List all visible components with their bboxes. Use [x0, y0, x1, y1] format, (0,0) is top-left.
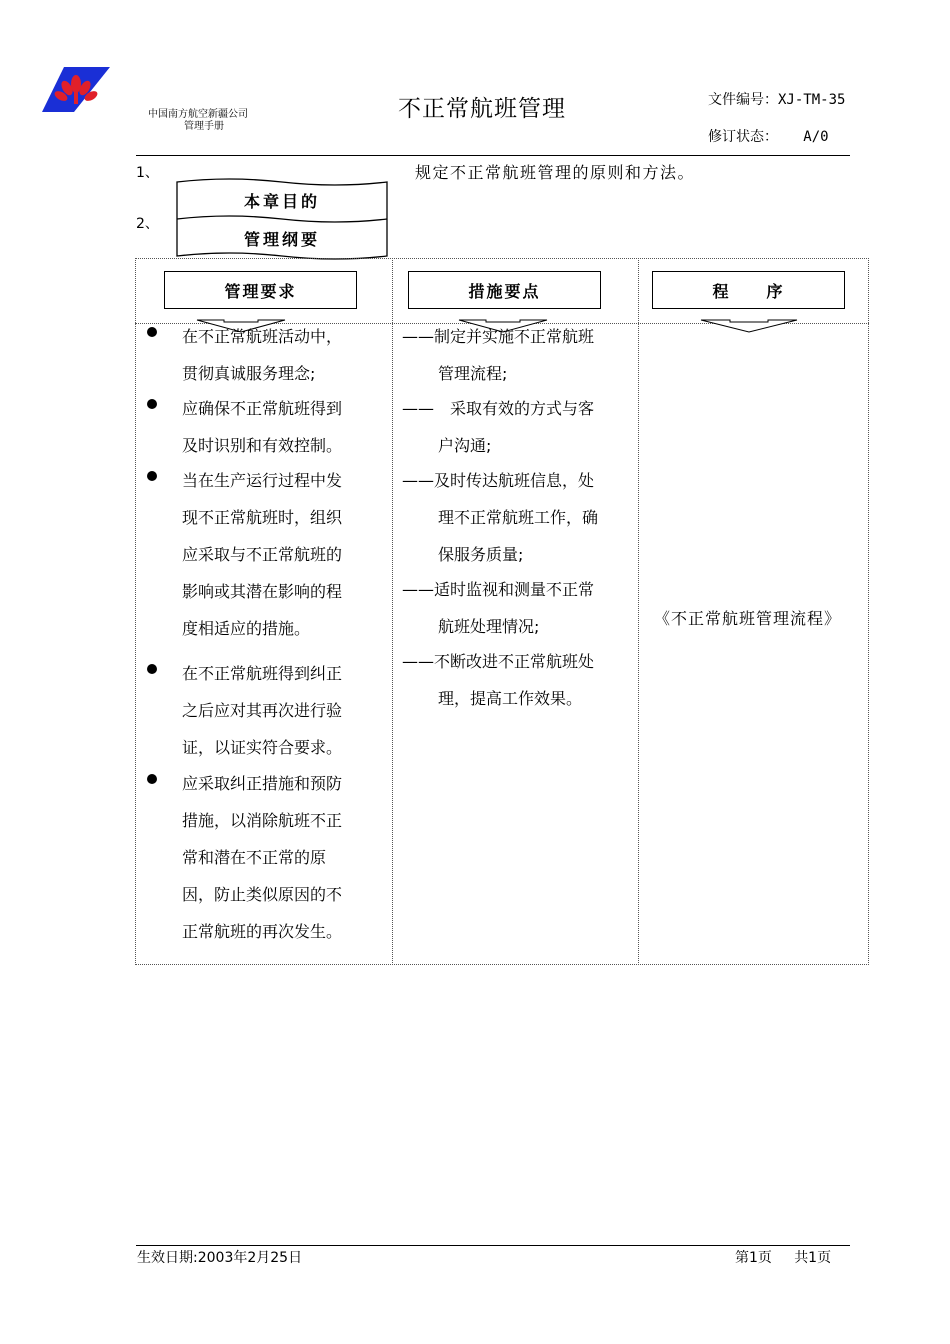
header-divider	[136, 155, 850, 156]
requirement-line: 现不正常航班时，组织	[182, 508, 343, 527]
measure-line: 户沟通;	[438, 436, 492, 455]
requirement-line: 因，防止类似原因的不	[182, 885, 343, 904]
page-number: 第1页	[735, 1250, 772, 1266]
doc-number-label: 文件编号：	[708, 92, 778, 108]
header-measures: 措施要点	[408, 271, 601, 309]
china-southern-logo	[42, 64, 110, 112]
doc-number	[708, 92, 868, 108]
requirement-line: 在不正常航班活动中，	[182, 327, 343, 346]
measure-line: ——适时监视和测量不正常	[402, 580, 595, 599]
requirement-line: 在不正常航班得到纠正	[182, 664, 343, 683]
page-total: 共1页	[794, 1250, 832, 1266]
company-line2: 管理手册	[184, 121, 224, 132]
item2-title: 管理纲要	[243, 230, 320, 249]
requirement-line: 证，以证实符合要求。	[182, 738, 343, 757]
procedure-link: 《不正常航班管理流程》	[654, 609, 842, 628]
measure-line: 理不正常航班工作，确	[438, 508, 599, 527]
column-divider	[638, 258, 639, 965]
requirement-line: 贯彻真诚服务理念;	[182, 364, 316, 383]
item2-number: 2、	[136, 216, 159, 232]
requirement-line: 度相适应的措施。	[182, 619, 311, 638]
requirement-line: 之后应对其再次进行验	[182, 701, 343, 720]
item1-number: 1、	[136, 165, 159, 181]
header-procedure: 程 序	[652, 271, 845, 309]
revision-status	[708, 126, 829, 146]
doc-number-value: XJ-TM-35	[778, 92, 846, 108]
measure-line: ——制定并实施不正常航班	[402, 327, 595, 346]
bullet-icon	[147, 471, 157, 481]
requirement-line: 正常航班的再次发生。	[182, 922, 343, 941]
measure-line: 保服务质量;	[438, 545, 524, 564]
header-requirements: 管理要求	[164, 271, 357, 309]
measure-line: —— 采取有效的方式与客	[402, 399, 595, 418]
measure-line: 理，提高工作效果。	[438, 689, 583, 708]
down-arrow-icon	[700, 319, 798, 333]
requirement-line: 及时识别和有效控制。	[182, 436, 343, 455]
revision-label: 修订状态：	[708, 129, 778, 145]
measure-line: 管理流程;	[438, 364, 508, 383]
requirement-line: 常和潜在不正常的原	[182, 848, 327, 867]
bullet-icon	[147, 664, 157, 674]
measure-line: 航班处理情况;	[438, 617, 540, 636]
requirement-line: 影响或其潜在影响的程	[182, 582, 343, 601]
column-divider	[392, 258, 393, 965]
bullet-icon	[147, 399, 157, 409]
page-indicator	[735, 1247, 831, 1267]
purpose-text: 规定不正常航班管理的原则和方法。	[415, 163, 696, 182]
measure-line: ——不断改进不正常航班处	[402, 652, 595, 671]
measure-line: ——及时传达航班信息，处	[402, 471, 595, 490]
requirement-line: 应采取与不正常航班的	[182, 545, 343, 564]
effective-date: 生效日期:2003年2月25日	[137, 1250, 303, 1266]
requirement-line: 措施，以消除航班不正	[182, 811, 343, 830]
bullet-icon	[147, 327, 157, 337]
revision-value: A/0	[803, 129, 829, 145]
requirement-line: 当在生产运行过程中发	[182, 471, 343, 490]
requirement-line: 应确保不正常航班得到	[182, 399, 343, 418]
company-name	[148, 109, 248, 133]
requirement-line: 应采取纠正措施和预防	[182, 774, 343, 793]
company-line1: 中国南方航空新疆公司	[148, 109, 248, 120]
item1-title: 本章目的	[243, 192, 320, 211]
page-title: 不正常航班管理	[398, 96, 566, 122]
footer-divider	[136, 1245, 850, 1246]
bullet-icon	[147, 774, 157, 784]
